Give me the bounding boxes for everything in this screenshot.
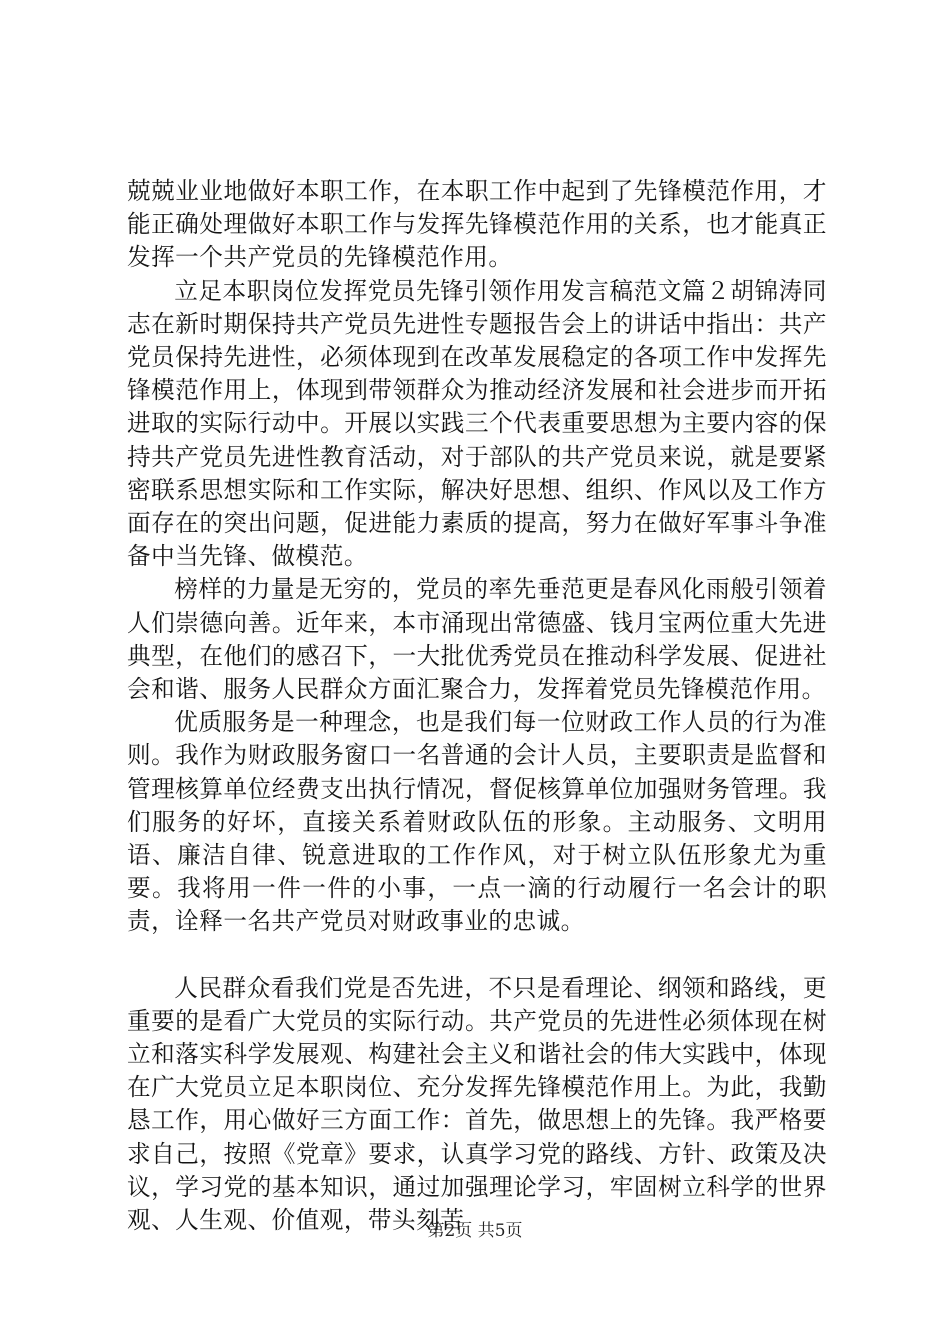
paragraph-quality-service: 优质服务是一种理念，也是我们每一位财政工作人员的行为准则。我作为财政服务窗口一名普通的会计人员，主要职责是监督和管理核算单位经费支出执行情况，督促核算单位加强财务管理。我们服务的好坏，直接关系着财政队伍的形象。主动服务、文明用语、廉洁自律、锐意进取的工作作风，对于树立队伍形象尤为重要。我将用一件一件的小事，一点一滴的行动履行一名会计的职责，诠释一名共产党员对财政事业的忠诚。: [127, 708, 827, 936]
paragraph-spacer: [127, 939, 827, 972]
paragraph-continuation: 兢兢业业地做好本职工作，在本职工作中起到了先锋模范作用，才能正确处理做好本职工作与发挥先锋模范作用的关系，也才能真正发挥一个共产党员的先锋模范作用。: [127, 177, 827, 272]
paragraph-role-models: 榜样的力量是无穷的，党员的率先垂范更是春风化雨般引领着人们崇德向善。近年来，本市涌现出常德盛、钱月宝两位重大先进典型，在他们的感召下，一大批优秀党员在推动科学发展、促进社会和谐、服务人民群众方面汇聚合力，发挥着党员先锋模范作用。: [127, 575, 827, 704]
paragraph-speech-intro: 立足本职岗位发挥党员先锋引领作用发言稿范文篇２胡锦涛同志在新时期保持共产党员先进性专题报告会上的讲话中指出：共产党员保持先进性，必须体现到在改革发展稳定的各项工作中发挥先锋模范作用上，体现到带领群众为推动经济发展和社会进步而开拓进取的实际行动中。开展以实践三个代表重要思想为主要内容的保持共产党员先进性教育活动，对于部队的共产党员来说，就是要紧密联系思想实际和工作实际，解决好思想、组织、作风以及工作方面存在的突出问题，促进能力素质的提高，努力在做好军事斗争准备中当先锋、做模范。: [127, 276, 827, 571]
document-body: [127, 175, 827, 1237]
page-number-footer: 第2页 共5页: [427, 1221, 523, 1241]
paragraph-party-members: 人民群众看我们党是否先进，不只是看理论、纲领和路线，更重要的是看广大党员的实际行动。共产党员的先进性必须体现在树立和落实科学发展观、构建社会主义和谐社会的伟大实践中，体现在广大党员立足本职岗位、充分发挥先锋模范作用上。为此，我勤恳工作，用心做好三方面工作：首先，做思想上的先锋。我严格要求自己，按照《党章》要求，认真学习党的路线、方针、政策及决议，学习党的基本知识，通过加强理论学习，牢固树立科学的世界观、人生观、价值观，带头刻苦: [127, 973, 827, 1235]
